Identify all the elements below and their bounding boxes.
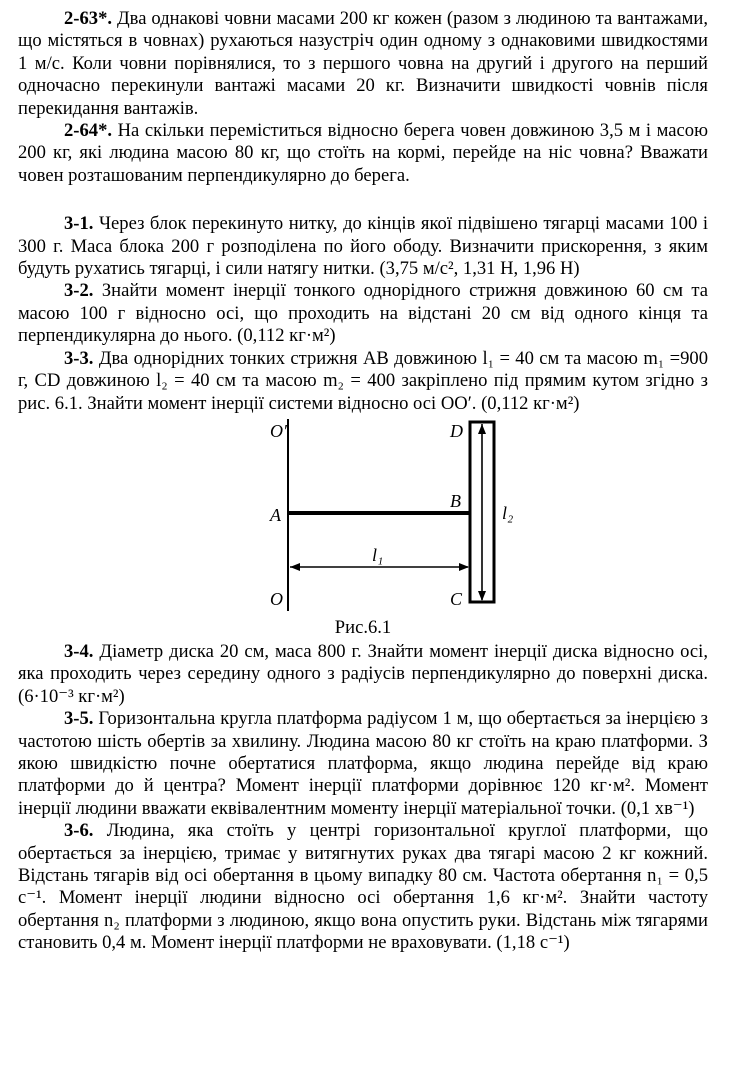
problem-text: Два однорідних тонких стрижня АВ довжиною l₁ = 40 см та масою m₁ =900 г, CD довжиною l₂ = 40 см та масою m₂ = 400 закріплено під прямим кутом згідно з рис. 6.1. Знайти момент інерції системи відносно осі OO′. (0,112 кг·м²) [18,347,709,414]
problem-text: Горизонтальна кругла платформа радіусом 1 м, що обертається за інерцією з частотою шість обертів за хвилину. Людина масою 80 кг стоїть на краю платформи. З якою швидкістю почне обертатися платформа, якщо людина перейде від краю платформи до й центра? Момент інерції платформи дорівнює 120 кг·м². Момент інерції людини вважати еквівалентним моменту інерції матеріальної точки. (0,1 хв⁻¹) [18,708,708,819]
problem-3-4 [18,641,708,708]
problem-3-6 [18,820,708,954]
problem-text: Діаметр диска 20 см, маса 800 г. Знайти момент інерції диска відносно осі, яка проходить через середину одного з радіусів перпендикулярно до поверхні диска. (6·10⁻³ кг·м²) [18,640,708,707]
problem-number: 2-63*. [64,8,113,29]
problem-text: Два однакові човни масами 200 кг кожен (разом з людиною та вантажами, що містяться в човнах) рухаються назустріч один одному з однаковими швидкостями 1 м/с. Коли човни порівнялися, то з першого човна на другий і другого на перший одночасно перекинули вантажі масами 20 кг. Визначити швидкості човнів після перекидання вантажів. [18,8,708,119]
problem-text: Людина, яка стоїть у центрі горизонтальної круглої платформи, що обертається за інерцією, тримає у витягнутих руках два тягарі масою 2 кг кожний. Відстань тягарів від осі обертання в цьому випадку 80 см. Частота обертання n₁ = 0,5 с⁻¹. Момент інерції людини відносно осі обертання 1,6 кг·м². Знайти частоту обертання n₂ платформи з людиною, якщо вона опустить руки. Відстань між тягарями становить 0,4 м. Момент інерції платформи не враховувати. (1,18 с⁻¹) [18,820,708,954]
label-b: B [450,490,461,511]
problem-2-63 [18,8,708,120]
figure-6-1 [18,419,708,615]
label-a: A [270,504,281,525]
figure-caption: Рис.6.1 [334,616,392,638]
label-o: O [270,588,283,609]
label-l1: l₁ [372,544,384,565]
label-l2: l₂ [502,502,514,523]
problem-number: 3-4. [64,640,94,662]
problem-text: Через блок перекинуто нитку, до кінців якої підвішено тягарці масами 100 і 300 г. Маса блока 200 г розподілена по його ободу. Визначити прискорення, з яким будуть рухатись тягарці, і сили натягу нитки. (3,75 м/с², 1,31 Н, 1,96 Н) [18,213,708,280]
problem-number: 3-6. [64,820,94,842]
problem-3-2 [18,280,708,347]
problem-number: 3-5. [64,708,94,730]
problem-number: 3-3. [64,347,94,369]
problem-number: 2-64*. [64,120,113,142]
page [18,8,708,955]
rod-diagram [18,419,708,615]
problem-3-5 [18,708,708,820]
l1-arrow-left [290,563,300,571]
problem-3-3 [18,348,708,415]
label-o-prime: O′ [270,420,287,441]
label-d: D [450,420,463,441]
label-c: C [450,588,463,609]
problem-text: Знайти момент інерції тонкого однорідного стрижня довжиною 60 см та масою 100 г відносно осі, що проходить на відстані 20 см від одного кінця та перпендикулярна до нього. (0,112 кг·м²) [18,280,708,347]
problem-2-64 [18,120,708,187]
section-gap [18,187,708,213]
problem-3-1 [18,213,708,280]
problem-number: 3-2. [64,280,94,302]
problem-number: 3-1. [64,213,94,235]
problem-text: На скільки переміститься відносно берега човен довжиною 3,5 м і масою 200 кг, які людина масою 80 кг, що стоїть на кормі, перейде на ніс човна? Вважати човен розташованим перпендикулярно до берега. [18,120,708,186]
